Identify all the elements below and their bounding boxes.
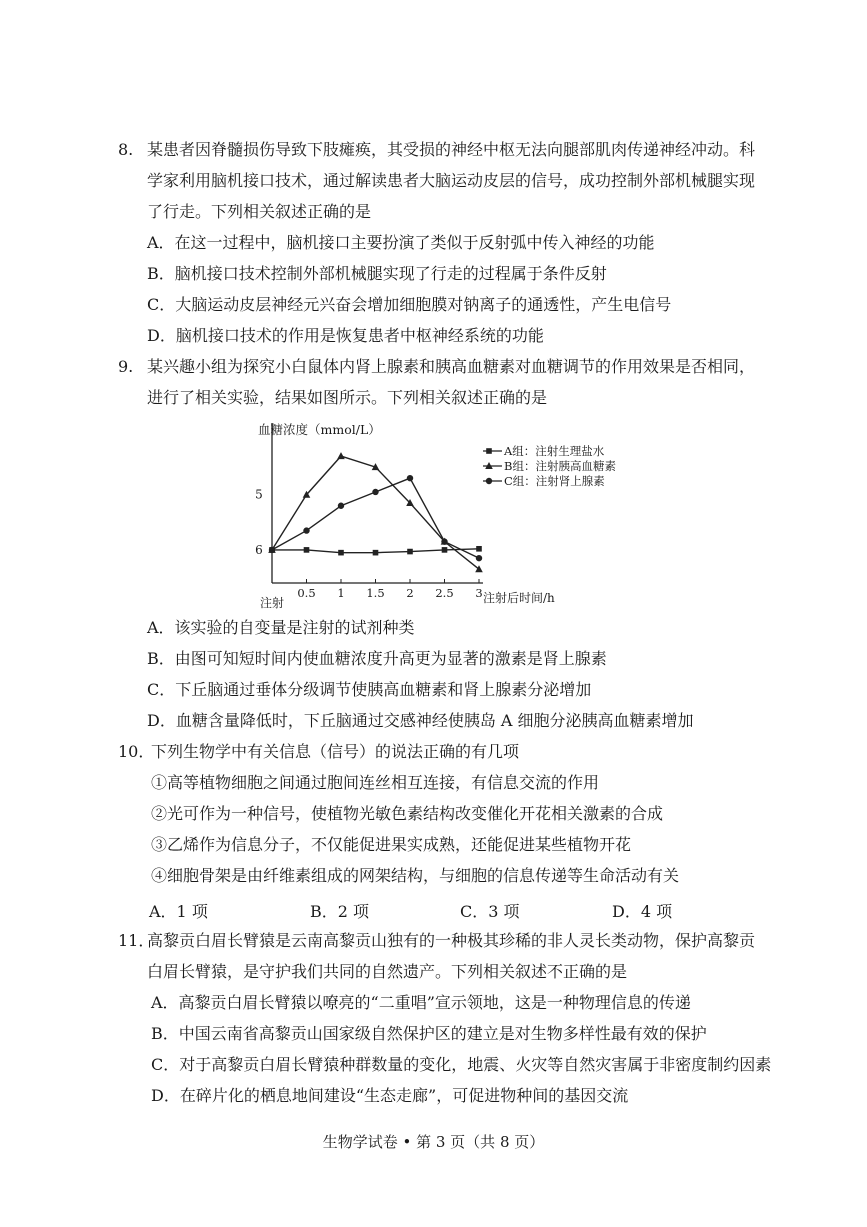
series-3-point [476, 555, 482, 561]
question-10-option-b: B．2 项 [310, 902, 370, 921]
legend-label-3: C组：注射肾上腺素 [504, 474, 605, 488]
legend-marker-3 [486, 478, 492, 484]
question-8-stem-line-2: 学家利用脑机接口技术，通过解读患者大脑运动皮层的信号，成功控制外部机械腿实现 [147, 171, 756, 190]
question-11-option-b: B．中国云南省高黎贡山国家级自然保护区的建立是对生物多样性最有效的保护 [151, 1024, 707, 1043]
question-10-option-c: C．3 项 [460, 902, 520, 921]
question-8-option-c: C．大脑运动皮层神经元兴奋会增加细胞膜对钠离子的通透性，产生电信号 [147, 295, 672, 314]
series-1-point [407, 549, 413, 555]
question-9-option-c: C．下丘脑通过垂体分级调节使胰高血糖素和肾上腺素分泌增加 [147, 680, 592, 699]
question-10-item-3: ③乙烯作为信息分子，不仅能促进果实成熟，还能促进某些植物开花 [151, 835, 632, 854]
legend-label-1: A组：注射生理盐水 [504, 444, 605, 458]
question-10-stem: 下列生物学中有关信息（信号）的说法正确的有几项 [151, 742, 520, 761]
x-tick-label: 1 [337, 586, 345, 600]
series-3-point [372, 489, 378, 495]
question-10-item-1: ①高等植物细胞之间通过胞间连丝相互连接，有信息交流的作用 [151, 773, 600, 792]
y-tick-label: 5 [255, 487, 263, 502]
legend-marker-1 [486, 448, 492, 454]
series-3-point [338, 503, 344, 509]
series-3-point [269, 547, 275, 553]
question-8-stem-line-3: 了行走。下列相关叙述正确的是 [147, 202, 372, 221]
question-9-number: 9. [118, 357, 134, 376]
question-9-option-b: B．由图可知短时间内使血糖浓度升高更为显著的激素是肾上腺素 [147, 649, 607, 668]
question-9-option-d: D．血糖含量降低时，下丘脑通过交感神经使胰岛 A 细胞分泌胰高血糖素增加 [147, 711, 694, 730]
x-tick-label: 2.5 [435, 586, 454, 600]
x-tick-label: 3 [475, 586, 483, 600]
series-2-point [337, 452, 345, 459]
blood-glucose-chart [240, 418, 616, 613]
series-3-point [441, 538, 447, 544]
x-axis-label: 注射后时间/h [483, 591, 555, 605]
question-10-option-d: D．4 项 [612, 902, 673, 921]
question-8-stem-line-1: 某患者因脊髓损伤导致下肢瘫痪，其受损的神经中枢无法向腿部肌肉传递神经冲动。科 [147, 140, 756, 159]
question-11-option-a: A．高黎贡白眉长臂猿以嘹亮的“二重唱”宣示领地，这是一种物理信息的传递 [151, 993, 691, 1012]
question-8-number: 8. [118, 140, 134, 159]
question-11-number: 11． [118, 931, 155, 950]
question-9-stem-line-2: 进行了相关实验，结果如图所示。下列相关叙述正确的是 [147, 388, 548, 407]
series-3-point [407, 475, 413, 481]
x-tick-label: 1.5 [366, 586, 385, 600]
question-11-stem-line-2: 白眉长臂猿，是守护我们共同的自然遗产。下列相关叙述不正确的是 [147, 962, 628, 981]
series-1-point [304, 547, 310, 553]
question-10-number: 10． [118, 742, 155, 761]
series-1-point [476, 546, 482, 552]
question-10-item-4: ④细胞骨架是由纤维素组成的网架结构，与细胞的信息传递等生命活动有关 [151, 866, 680, 885]
question-10-item-2: ②光可作为一种信号，使植物光敏色素结构改变催化开花相关激素的合成 [151, 804, 664, 823]
series-3-point [303, 527, 309, 533]
question-11-stem-line-1: 高黎贡白眉长臂猿是云南高黎贡山独有的一种极其珍稀的非人灵长类动物，保护高黎贡 [147, 931, 756, 950]
y-tick-label: 6 [255, 542, 263, 557]
question-8-option-d: D．脑机接口技术的作用是恢复患者中枢神经系统的功能 [147, 326, 544, 345]
y-axis-label: 血糖浓度（mmol/L） [258, 422, 381, 437]
question-8-option-b: B．脑机接口技术控制外部机械腿实现了行走的过程属于条件反射 [147, 264, 607, 283]
question-10-option-a: A．1 项 [149, 902, 208, 921]
x-origin-label: 注射 [259, 596, 285, 610]
legend-label-2: B组：注射胰高血糖素 [504, 459, 616, 473]
series-1-point [442, 547, 448, 553]
series-1-point [338, 550, 344, 556]
question-9-stem-line-1: 某兴趣小组为探究小白鼠体内肾上腺素和胰高血糖素对血糖调节的作用效果是否相同， [147, 357, 756, 376]
question-9-option-a: A．该实验的自变量是注射的试剂种类 [147, 618, 415, 637]
question-8-option-a: A．在这一过程中，脑机接口主要扮演了类似于反射弧中传入神经的功能 [147, 233, 655, 252]
page-footer: 生物学试卷 • 第 3 页（共 8 页） [322, 1133, 545, 1151]
x-tick-label: 2 [406, 586, 414, 600]
x-tick-label: 0.5 [297, 586, 316, 600]
series-1-point [373, 550, 379, 556]
question-11-option-d: D．在碎片化的栖息地间建设“生态走廊”，可促进物种间的基因交流 [151, 1086, 629, 1105]
question-11-option-c: C．对于高黎贡白眉长臂猿种群数量的变化，地震、火灾等自然灾害属于非密度制约因素 [151, 1055, 772, 1074]
